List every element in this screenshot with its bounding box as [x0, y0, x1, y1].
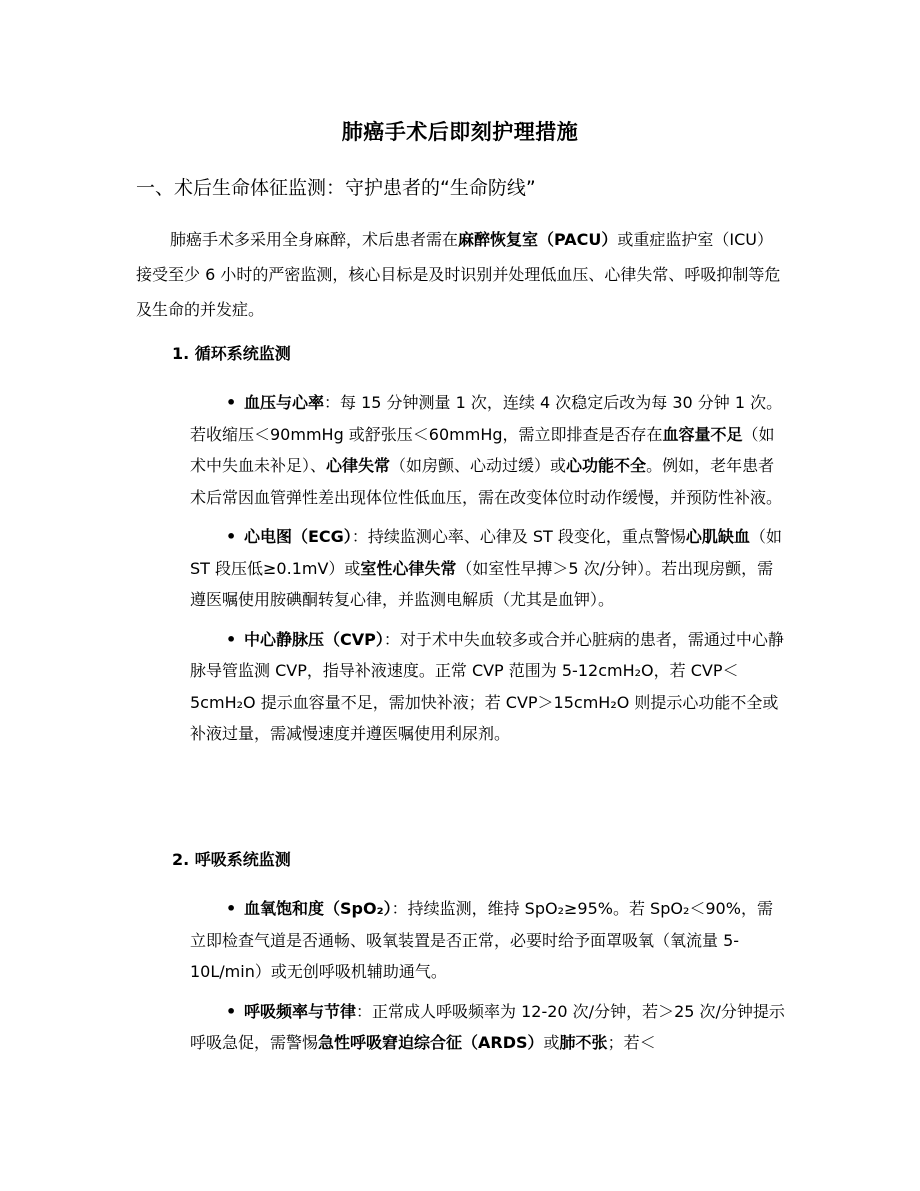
item-text: ：持续监测，维持 SpO₂≥95%。若 SpO₂＜90%，需立即检查气道是否通畅、吸氧装置是否正常，必要时给予面罩吸氧（氧流量 5-10L/min）或无创呼吸机辅助通气。 — [190, 899, 773, 981]
item-bold: 室性心律失常 — [360, 558, 457, 578]
item-text: （如术中失血未补足）、 — [190, 424, 775, 475]
item-label: 心电图（ECG） — [244, 527, 352, 546]
item-text: （如房颤、心动过缓）或 — [390, 456, 567, 475]
item-bold: 血容量不足 — [662, 424, 743, 444]
section-heading-1: 一、术后生命体征监测：守护患者的“生命防线” — [136, 177, 536, 199]
item-label: 中心静脉压（CVP） — [244, 629, 384, 649]
item-text: ：每 15 分钟测量 1 次，连续 4 次稳定后改为每 30 分钟 1 次。若收缩压＜90mmHg 或舒张压＜60mmHg，需立即排查是否存在 — [190, 393, 783, 444]
item-bold: 心律失常 — [326, 456, 391, 475]
item-bold: 心肌缺血 — [685, 527, 750, 546]
item-text: 。例如，老年患者术后常因血管弹性差出现体位性低血压，需在改变体位时动作缓慢，并预防性补液。 — [190, 456, 783, 507]
item-text: （如室性早搏＞5 次/分钟）。若出现房颤，需遵医嘱使用胺碘酮转复心律，并监测电解质（尤其是血钾）。 — [190, 558, 774, 609]
item-text: ；若＜ — [607, 1033, 656, 1052]
item-text: ：持续监测心率、心律及 ST 段变化，重点警惕 — [351, 527, 686, 546]
document-title: 肺癌手术后即刻护理措施 — [341, 120, 579, 144]
item-label: 血压与心率 — [244, 393, 325, 412]
respiratory-list — [190, 893, 786, 1067]
bullet-icon: • — [226, 393, 237, 412]
list-item-ecg — [190, 521, 786, 616]
list-item-spo2 — [190, 893, 786, 988]
item-text: ：对于术中失血较多或合并心脏病的患者，需通过中心静脉导管监测 CVP，指导补液速度。正常 CVP 范围为 5-12cmH₂O，若 CVP＜5cmH₂O 提示血容量不足，需加快补液；若 CVP＞15cmH₂O 则提示心功能不全或补液过量，需减慢速度并遵医嘱使用利尿剂。 — [190, 629, 784, 743]
bullet-icon: • — [226, 527, 237, 546]
item-label: 呼吸频率与节律 — [244, 1001, 357, 1021]
intro-text-2: 或重症监护室（ICU）接受至少 6 小时的严密监测，核心目标是及时识别并处理低血压、心律失常、呼吸抑制等危及生命的并发症。 — [136, 230, 781, 319]
intro-text: 肺癌手术多采用全身麻醉，术后患者需在 — [170, 230, 459, 249]
list-item-respiratory-rate — [190, 996, 786, 1059]
bullet-icon: • — [226, 629, 237, 649]
intro-paragraph — [136, 222, 786, 327]
item-text: ：正常成人呼吸频率为 12-20 次/分钟，若＞25 次/分钟提示呼吸急促，需警惕 — [190, 1001, 785, 1052]
subheading-circulation: 1. 循环系统监测 — [172, 344, 291, 363]
subheading-respiratory: 2. 呼吸系统监测 — [172, 850, 291, 869]
list-item-cvp — [190, 624, 786, 750]
item-text: （如 ST 段压低≥0.1mV）或 — [190, 527, 782, 578]
circulation-list — [190, 387, 786, 758]
item-bold: 急性呼吸窘迫综合征（ARDS） — [318, 1033, 544, 1052]
item-text: 或 — [543, 1033, 560, 1052]
bullet-icon: • — [226, 1001, 237, 1021]
item-bold: 心功能不全 — [566, 456, 647, 475]
item-bold: 肺不张 — [559, 1033, 608, 1052]
intro-bold-pacu: 麻醉恢复室（PACU） — [458, 230, 618, 249]
item-label: 血氧饱和度（SpO₂） — [244, 899, 392, 918]
list-item-blood-pressure — [190, 387, 786, 513]
bullet-icon: • — [226, 899, 237, 918]
